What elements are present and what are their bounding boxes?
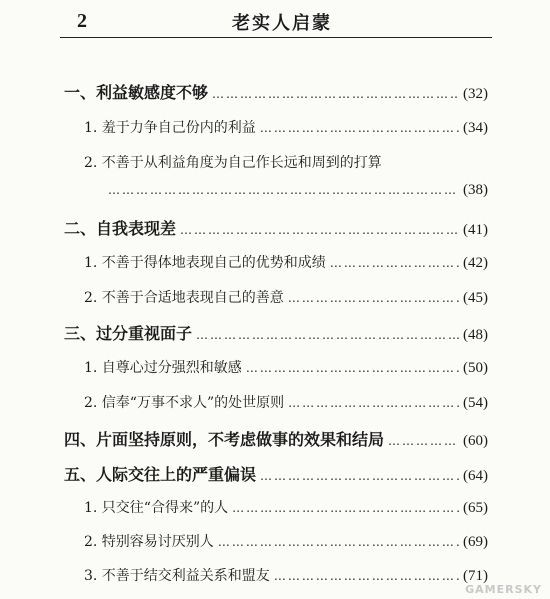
page-number: 2 <box>77 10 87 32</box>
toc-entry-chapter-2 <box>64 216 488 239</box>
leader-dots <box>246 361 459 375</box>
toc-entry-title: 1. 不善于得体地表现自己的优势和成绩 <box>84 255 326 271</box>
leader-dots <box>260 469 459 483</box>
leader-dots <box>274 569 459 583</box>
toc-entry-chapter-3 <box>64 321 488 344</box>
toc-entry-title: 2. 信奉“万事不求人”的处世原则 <box>84 395 285 411</box>
toc-entry-chapter-4 <box>64 427 488 450</box>
toc-entry-page: (41) <box>463 222 488 238</box>
toc-entry-page: (60) <box>463 433 488 449</box>
leader-dots <box>260 121 459 135</box>
toc-entry-section <box>84 392 488 412</box>
toc-entry-section <box>84 565 488 585</box>
leader-dots <box>330 256 459 270</box>
toc-entry-chapter-5 <box>64 462 488 485</box>
toc-entry-page: (48) <box>463 327 488 343</box>
toc-entry-section <box>84 252 488 272</box>
leader-dots <box>388 434 459 448</box>
leader-dots <box>218 535 459 549</box>
toc-entry-page: (50) <box>463 360 488 376</box>
watermark-logo: GAMERSKY <box>465 583 542 596</box>
toc-entry-title: 2. 不善于合适地表现自己的善意 <box>84 290 284 306</box>
toc-entry-page: (64) <box>463 468 488 484</box>
toc-entry-page: (69) <box>463 534 488 550</box>
toc-entry-page: (45) <box>463 290 488 306</box>
toc-entry-page: (38) <box>463 182 488 198</box>
toc-entry-page: (71) <box>463 568 488 584</box>
toc-entry-page: (54) <box>463 395 488 411</box>
toc-entry-section <box>84 497 488 517</box>
toc-entry-title: 一、利益敏感度不够 <box>64 83 209 102</box>
toc-entry-section <box>84 152 382 172</box>
toc-entry-section <box>84 117 488 137</box>
leader-dots <box>180 223 459 237</box>
book-title: 老实人启蒙 <box>232 13 332 34</box>
toc-entry-title: 1. 羞于力争自己份内的利益 <box>84 120 256 136</box>
toc-entry-page: (65) <box>463 500 488 516</box>
toc-entry-section <box>84 531 488 551</box>
leader-dots <box>212 87 459 101</box>
toc-entry-title: 2. 特别容易讨厌别人 <box>84 534 214 550</box>
toc-entry-title: 五、人际交往上的严重偏误 <box>64 465 257 484</box>
leader-dots <box>288 396 459 410</box>
toc-entry-title: 1. 自尊心过分强烈和敏感 <box>84 360 242 376</box>
toc-entry-title: 3. 不善于结交利益关系和盟友 <box>84 568 270 584</box>
toc-entry-section <box>84 287 488 307</box>
leader-dots <box>108 183 459 197</box>
toc-entry-chapter-1 <box>64 80 488 103</box>
toc-entry-page: (32) <box>463 86 488 102</box>
toc-entry-page: (34) <box>463 120 488 136</box>
toc-entry-section <box>84 357 488 377</box>
leader-dots <box>196 328 459 342</box>
leader-dots <box>232 501 459 515</box>
toc-entry-title: 三、过分重视面子 <box>64 324 193 343</box>
toc-entry-title: 四、片面坚持原则，不考虑做事的效果和结局 <box>64 430 385 449</box>
leader-dots <box>288 291 459 305</box>
toc-entry-continuation <box>104 182 488 199</box>
toc-entry-title: 二、自我表现差 <box>64 219 177 238</box>
toc-entry-title: 1. 只交往“合得来”的人 <box>84 500 229 516</box>
toc-entry-title: 2. 不善于从利益角度为自己作长远和周到的打算 <box>84 155 382 171</box>
toc-entry-page: (42) <box>463 255 488 271</box>
